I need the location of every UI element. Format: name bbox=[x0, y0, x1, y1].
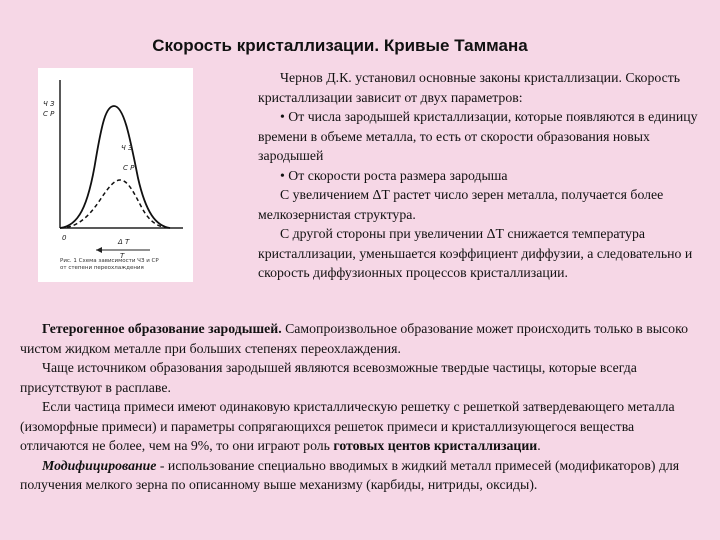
figure-caption bbox=[60, 258, 190, 272]
curve-label-growth: С Р bbox=[123, 164, 135, 172]
ready-centers-term: готовых центов кристаллизации bbox=[333, 438, 538, 453]
body-paragraph-2: Чаще источником образования зародышей являются всевозможные твердые частицы, которые всегда присутствуют в расплаве. bbox=[20, 360, 637, 395]
temperature-label: Т bbox=[120, 252, 125, 260]
figure-caption-line-2: от степени переохлаждения bbox=[60, 265, 144, 271]
intro-bullet-1: • От числа зародышей кристаллизации, которые появляются в единицу времени в объеме металла, то есть от скорости образования новых зародышей bbox=[258, 109, 698, 163]
x-axis-label: Δ Т bbox=[118, 238, 130, 246]
body-paragraph-4 bbox=[20, 456, 700, 495]
intro-paragraph-1: Чернов Д.К. установил основные законы кристаллизации. Скорость кристаллизации зависит от двух параметров: bbox=[258, 70, 681, 105]
y-axis-label-top: Ч З bbox=[43, 100, 55, 108]
nucleation-rate-curve bbox=[60, 106, 170, 228]
intro-text bbox=[258, 68, 698, 283]
growth-rate-curve bbox=[60, 180, 170, 228]
heterogeneous-nucleation-heading: Гетерогенное образование зародышей. bbox=[42, 321, 282, 336]
body-paragraph-3 bbox=[20, 397, 700, 456]
tammann-curves-svg bbox=[38, 68, 193, 282]
body-paragraph-3-end: . bbox=[537, 438, 541, 453]
body-text bbox=[20, 319, 700, 495]
origin-label: 0 bbox=[62, 234, 67, 242]
intro-bullet-2: • От скорости роста размера зародыша bbox=[280, 167, 508, 183]
body-paragraph-1-text: Самопроизвольное образование может происходить только в высоко чистом жидком металле при больших степенях переохлаждения. bbox=[20, 321, 688, 356]
tammann-curves-figure bbox=[38, 68, 193, 282]
modification-term: Модифицирование bbox=[42, 457, 157, 473]
body-paragraph-3-text: Если частица примеси имеют одинаковую кристаллическую решетку с решеткой затвердевающего металла (изоморфные примеси) и параметры сопрягающихся решеток примеси и кристаллизующегося вещества отличаются не более, чем на 9%, то они играют роль bbox=[20, 399, 675, 453]
y-axis-label-bottom: С Р bbox=[43, 110, 55, 118]
intro-paragraph-2: С увеличением ΔТ растет число зерен металла, получается более мелкозернистая структура. bbox=[258, 187, 664, 222]
figure-caption-line-1: Рис. 1 Схема зависимости ЧЗ и СР bbox=[60, 258, 159, 264]
curve-label-nucleation: Ч З bbox=[121, 144, 133, 152]
body-paragraph-4-text: - использование специально вводимых в жидкий металл примесей (модификаторов) для получения мелкого зерна по описанному выше механизму (карбиды, нитриды, оксиды). bbox=[20, 457, 680, 492]
temperature-arrowhead bbox=[96, 247, 102, 253]
page-title: Скорость кристаллизации. Кривые Таммана bbox=[152, 36, 528, 55]
intro-paragraph-3: С другой стороны при увеличении ΔТ снижается температура кристаллизации, уменьшается коэффициент диффузии, а следовательно и скорость диффузионных процессов кристаллизации. bbox=[258, 226, 693, 280]
body-paragraph-1 bbox=[20, 319, 700, 358]
